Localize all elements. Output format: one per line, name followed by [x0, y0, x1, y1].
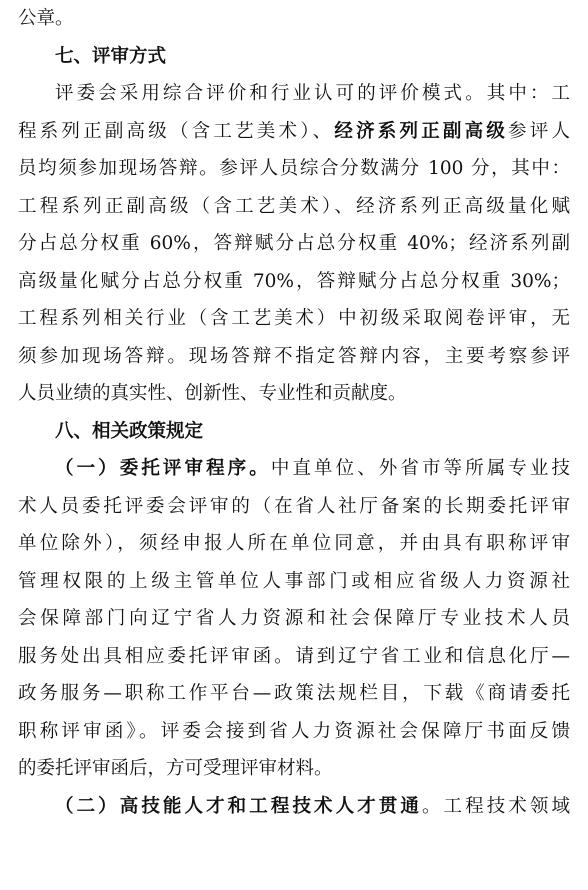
paragraph-text: 术人员委托评委会评审的（在省人社厅备案的长期委托评审 [18, 495, 570, 517]
section-heading-8 [18, 413, 570, 451]
document-page [18, 0, 570, 825]
paragraph-text: 工程系列正副高级（含工艺美术）、经济系列正高级量化赋 [18, 195, 570, 217]
paragraph-text: 工程系列相关行业（含工艺美术）中初级采取阅卷评审，无 [18, 308, 570, 329]
paragraph-text: 中直单位、外省市等所属专业技 [270, 458, 570, 479]
text-line [18, 525, 570, 563]
text-line [18, 675, 570, 713]
text-line [18, 188, 570, 226]
paragraph-text: 高级量化赋分占总分权重 70%，答辩赋分占总分权重 30%； [18, 270, 570, 292]
text-line [18, 0, 570, 38]
text-line [18, 300, 570, 338]
paragraph-text: 须参加现场答辩。现场答辩不指定答辩内容，主要考察参评 [18, 345, 570, 367]
text-line [18, 638, 570, 676]
text-line [18, 113, 570, 151]
paragraph-text: 员均须参加现场答辩。参评人员综合分数满分 100 分，其中： [18, 158, 570, 179]
paragraph-text: 职称评审函》。评委会接到省人力资源社会保障厅书面反馈 [18, 720, 570, 742]
bold-phrase: 经济系列正副高级 [334, 120, 509, 142]
paragraph-text: 参评人 [508, 120, 570, 142]
text-line [18, 750, 570, 788]
paragraph-text: 服务处出具相应委托评审函。请到辽宁省工业和信息化厅— [18, 645, 570, 667]
text-line [18, 563, 570, 601]
text-line [18, 75, 570, 113]
text-line [18, 450, 570, 488]
paragraph-text: 的委托评审函后，方可受理评审材料。 [18, 758, 333, 779]
text-line [18, 338, 570, 376]
text-line [18, 375, 570, 413]
text-line [18, 600, 570, 638]
text-line [18, 488, 570, 526]
text-line [18, 788, 570, 826]
item-title: （一）委托评审程序。 [55, 458, 271, 479]
section-heading-7 [18, 38, 570, 76]
text-line [18, 263, 570, 301]
paragraph-text: 政务服务—职称工作平台—政策法规栏目，下载《商请委托 [18, 683, 570, 704]
paragraph-text: 管理权限的上级主管单位人事部门或相应省级人力资源社 [18, 570, 570, 592]
paragraph-text: 评委会采用综合评价和行业认可的评价模式。其中：工 [55, 83, 570, 104]
paragraph-text: 会保障部门向辽宁省人力资源和社会保障厅专业技术人员 [18, 608, 570, 629]
paragraph-text: 。工程技术领域 [421, 795, 570, 817]
paragraph-text: 程系列正副高级（含工艺美术）、 [18, 120, 335, 142]
paragraph-text: 人员业绩的真实性、创新性、专业性和贡献度。 [18, 383, 407, 404]
heading-text: 八、相关政策规定 [55, 420, 204, 442]
heading-text: 七、评审方式 [55, 45, 167, 67]
text-line [18, 150, 570, 188]
text-line [18, 713, 570, 751]
paragraph-text: 公章。 [18, 8, 74, 29]
paragraph-text: 单位除外），须经申报人所在单位同意，并由具有职称评审 [18, 533, 570, 554]
text-line [18, 225, 570, 263]
item-title: （二）高技能人才和工程技术人才贯通 [55, 795, 422, 817]
paragraph-text: 分占总分权重 60%，答辩赋分占总分权重 40%；经济系列副 [18, 233, 570, 254]
